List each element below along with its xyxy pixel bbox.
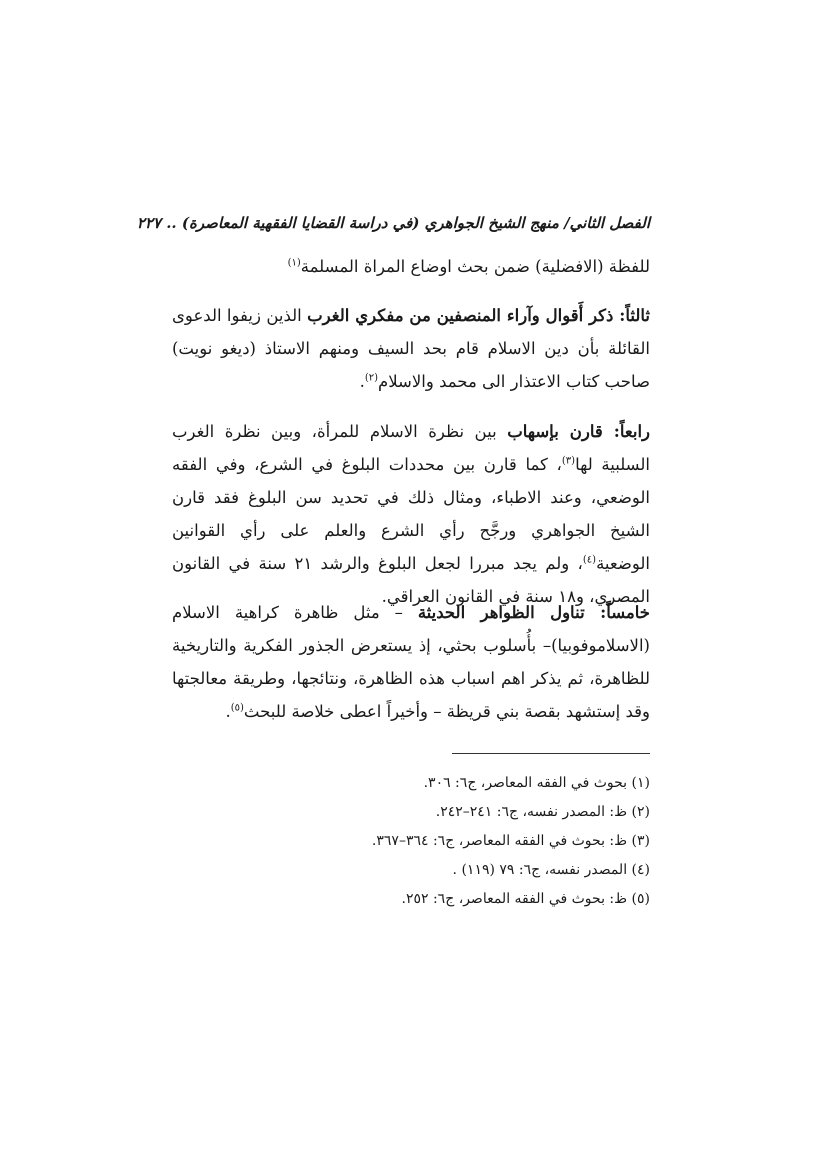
footnote: (٢) ظ: المصدر نفسه، ج٦: ٢٤١–٢٤٢. [435, 804, 650, 820]
footnote: (٣) ظ: بحوث في الفقه المعاصر، ج٦: ٣٦٤–٣٦٧. [371, 833, 650, 849]
paragraph-third [172, 299, 650, 398]
paragraph-continuation [172, 250, 650, 283]
footnote: (٥) ظ: بحوث في الفقه المعاصر، ج٦: ٢٥٢. [401, 891, 650, 907]
footnote: (٤) المصدر نفسه، ج٦: ٧٩ (١١٩) . [452, 862, 650, 878]
paragraph-text: للفظة (الافضلية) ضمن بحث اوضاع المراة المسلمة [300, 257, 650, 276]
footnote-ref: (٥) [230, 702, 244, 714]
paragraph-tail: . [359, 372, 365, 391]
paragraph-tail: ، كما قارن بين محددات البلوغ في الشرع، وفي الفقه الوضعي، وعند الاطباء، ومثال ذلك في تحديد سن البلوغ فقد قارن الشيخ الجواهري ورجَّح رأي الشرع والعلم على رأي القوانين الوضعية [172, 455, 650, 573]
running-header: الفصل الثاني/ منهج الشيخ الجواهري (في دراسة القضايا الفقهية المعاصرة) .. ٢٢٧ [136, 214, 650, 232]
paragraph-tail: . [225, 702, 231, 721]
paragraph-lead: رابعاً: قارن بإسهاب [507, 422, 650, 441]
paragraph-lead: خامساً: تناول الظواهر الحديثة [417, 603, 650, 622]
paragraph-fourth [172, 415, 650, 613]
footnotes [172, 769, 650, 914]
footnote-ref: (١) [287, 257, 301, 269]
paragraph-text: – مثل ظاهرة كراهية الاسلام (الاسلاموفوبيا)– بأُسلوب بحثي، إذ يستعرض الجذور الفكرية والتاريخية للظاهرة، ثم يذكر اهم اسباب هذه الظاهرة، ونتائجها، وطريقة معالجتها وقد إستشهد بقصة بني قريظة – وأخيراً اعطى خلاصة للبحث [172, 603, 650, 721]
paragraph-fifth [172, 596, 650, 728]
paragraph-lead: ثالثاً: ذكر أَقوال وآراء المنصفين من مفكري الغرب [307, 306, 650, 325]
paragraph-text: الذين زيفوا الدعوى القائلة بأن دين الاسلام قام بحد السيف ومنهم الاستاذ (ديغو نويت) صاحب كتاب الاعتذار الى محمد والاسلام [172, 306, 650, 391]
footnote: (١) بحوث في الفقه المعاصر، ج٦: ٣٠٦. [423, 775, 650, 791]
footnote-ref: (٣) [561, 455, 576, 467]
paragraph-text: بين نظرة الاسلام للمرأة، وبين نظرة الغرب السلبية لها [172, 422, 650, 474]
footnote-ref: (٢) [364, 372, 378, 384]
paragraph-tail: ، ولم يجد مبررا لجعل البلوغ والرشد ٢١ سنة في القانون المصري، و١٨ سنة في القانون العراقي. [172, 554, 650, 606]
footnote-ref: (٤) [582, 554, 597, 566]
footnote-divider [452, 753, 650, 754]
